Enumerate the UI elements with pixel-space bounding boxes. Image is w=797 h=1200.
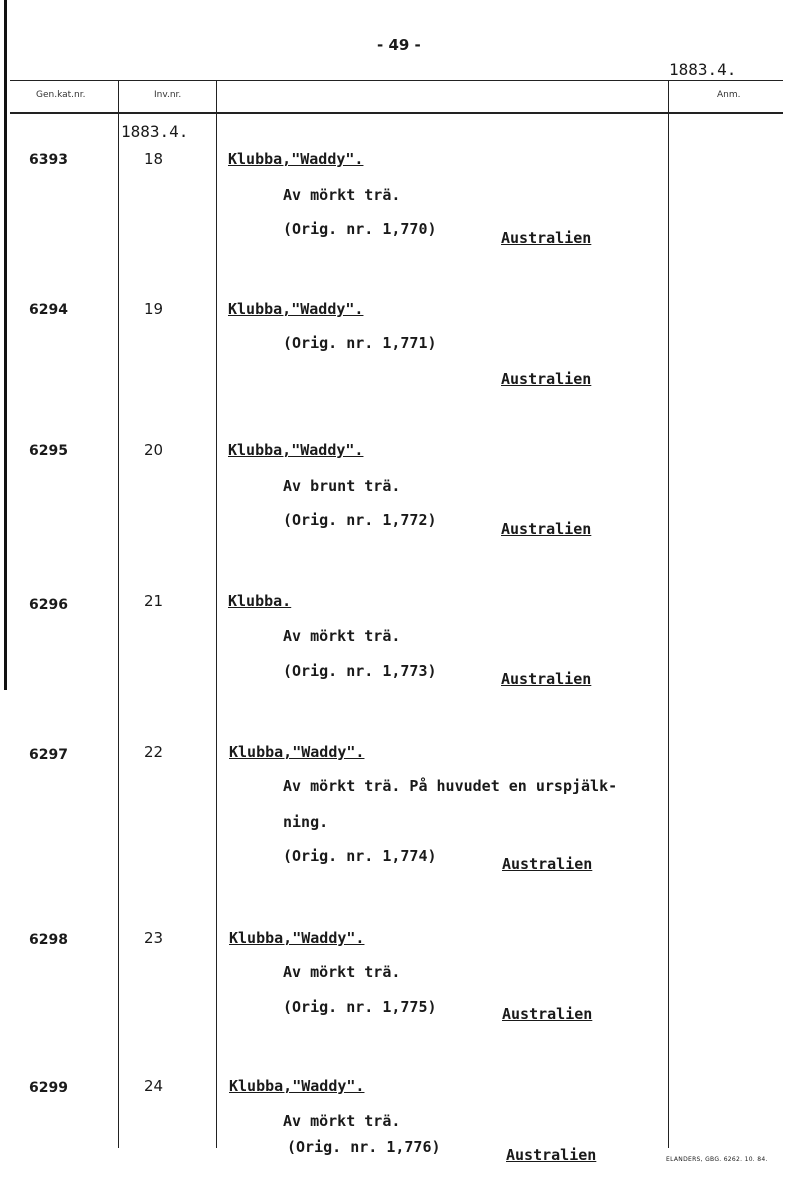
catalog-number: 6393 bbox=[29, 152, 68, 168]
catalog-number: 6297 bbox=[29, 747, 68, 763]
entry-place: Australien bbox=[501, 229, 592, 247]
left-margin-bar bbox=[4, 0, 7, 690]
inventory-number: 21 bbox=[144, 592, 164, 610]
inventory-number: 20 bbox=[144, 441, 164, 459]
entry-line: Av mörkt trä. bbox=[283, 627, 401, 645]
inventory-number: 19 bbox=[144, 300, 164, 318]
entry-line: Av mörkt trä. bbox=[283, 186, 401, 204]
page-number: - 49 - bbox=[377, 36, 421, 54]
entry-line: (Orig. nr. 1,775) bbox=[283, 998, 437, 1016]
entry-place: Australien bbox=[501, 370, 592, 388]
catalog-number: 6298 bbox=[29, 932, 68, 948]
entry-title: Klubba,"Waddy". bbox=[229, 929, 365, 947]
entry-title: Klubba. bbox=[228, 592, 292, 610]
entry-place: Australien bbox=[502, 1005, 593, 1023]
sub-year-label: 1883.4. bbox=[121, 122, 189, 141]
catalog-number: 6295 bbox=[29, 443, 68, 459]
entry-place: Australien bbox=[506, 1146, 597, 1164]
entry-line: (Orig. nr. 1,774) bbox=[283, 847, 437, 865]
entry-line: Av mörkt trä. bbox=[283, 963, 401, 981]
entry-line: Av mörkt trä. bbox=[283, 1112, 401, 1130]
entry-title: Klubba,"Waddy". bbox=[229, 1077, 365, 1095]
column-divider-2 bbox=[216, 80, 217, 1148]
entry-place: Australien bbox=[502, 855, 593, 873]
entry-place: Australien bbox=[501, 670, 592, 688]
inventory-number: 23 bbox=[144, 929, 164, 947]
header-anm: Anm. bbox=[717, 90, 741, 100]
printer-imprint: ELANDERS, GBG. 6262. 10. 84. bbox=[666, 1156, 768, 1163]
header-inv-nr: Inv.nr. bbox=[154, 90, 182, 100]
entry-line: ning. bbox=[283, 813, 329, 831]
inventory-number: 22 bbox=[144, 743, 164, 761]
entry-title: Klubba,"Waddy". bbox=[228, 300, 364, 318]
catalog-number: 6294 bbox=[29, 302, 68, 318]
column-divider-3 bbox=[668, 80, 669, 1148]
entry-title: Klubba,"Waddy". bbox=[228, 150, 364, 168]
year-reference: 1883.4. bbox=[669, 60, 737, 79]
inventory-number: 24 bbox=[144, 1077, 164, 1095]
entry-line: Av brunt trä. bbox=[283, 477, 401, 495]
entry-line: Av mörkt trä. På huvudet en urspjälk- bbox=[283, 777, 618, 795]
entry-place: Australien bbox=[501, 520, 592, 538]
catalog-number: 6296 bbox=[29, 597, 68, 613]
column-divider-1 bbox=[118, 80, 119, 1148]
entry-line: (Orig. nr. 1,771) bbox=[283, 334, 437, 352]
entry-line: (Orig. nr. 1,770) bbox=[283, 220, 437, 238]
catalog-number: 6299 bbox=[29, 1080, 68, 1096]
entry-title: Klubba,"Waddy". bbox=[229, 743, 365, 761]
entry-line: (Orig. nr. 1,772) bbox=[283, 511, 437, 529]
entry-title: Klubba,"Waddy". bbox=[228, 441, 364, 459]
header-gen-kat-nr: Gen.kat.nr. bbox=[36, 90, 86, 100]
inventory-number: 18 bbox=[144, 150, 164, 168]
entry-line: (Orig. nr. 1,773) bbox=[283, 662, 437, 680]
entry-line: (Orig. nr. 1,776) bbox=[287, 1138, 441, 1156]
